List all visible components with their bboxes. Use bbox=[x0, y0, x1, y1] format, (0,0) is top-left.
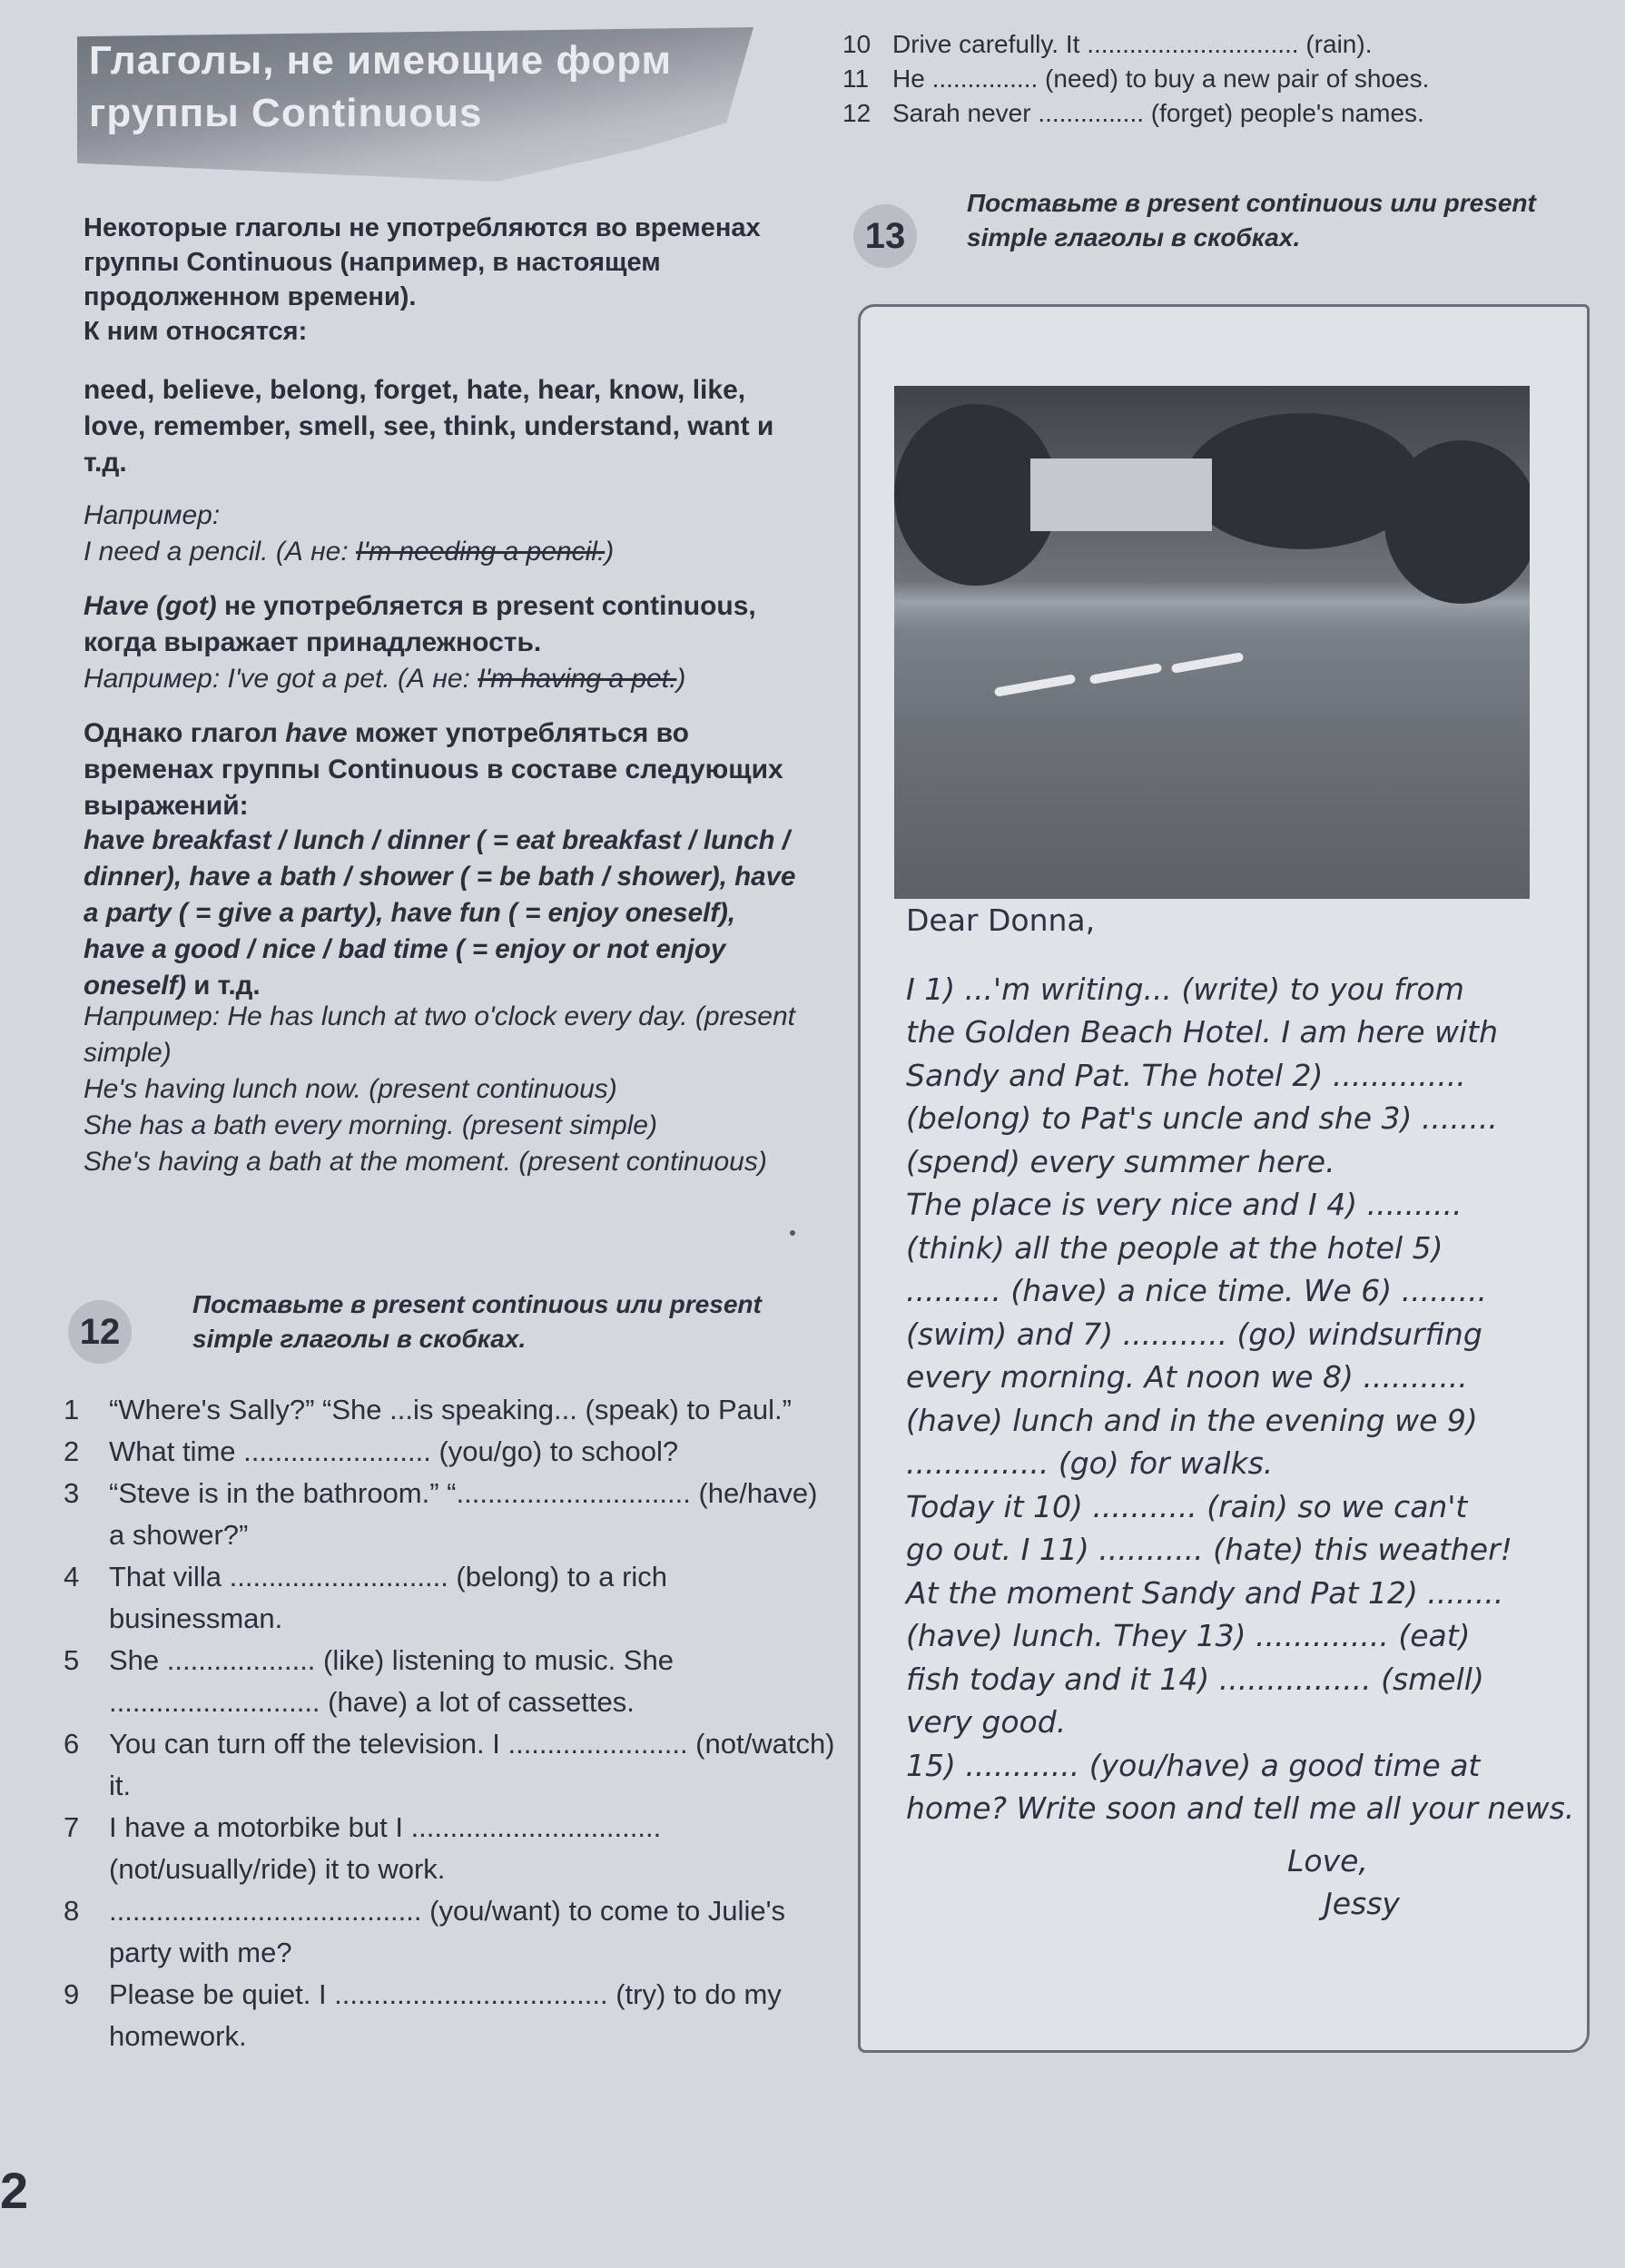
exercise-12-list bbox=[64, 1389, 835, 2057]
item-text: “Where's Sally?” “She ...is speaking... (speak) to Paul.” bbox=[109, 1394, 792, 1425]
list-item bbox=[64, 1890, 835, 1974]
item-number: 10 bbox=[842, 30, 872, 58]
letter-line: home? Write soon and tell me all your news. bbox=[906, 1790, 1575, 1826]
item-text: He ............... (need) to buy a new pair of shoes. bbox=[892, 64, 1430, 93]
item-text: I have a motorbike but I ................................ (not/usually/ride) it to work. bbox=[109, 1811, 662, 1885]
have-expressions-text: have breakfast / lunch / dinner ( = eat breakfast / lunch / dinner), have a bath / shower ( = be bath / shower), have a party ( = give a party), have fun ( = enjoy oneself), have a good / nice / bad time ( = enjoy or not enjoy oneself) bbox=[84, 825, 796, 1001]
item-number: 1 bbox=[64, 1394, 80, 1425]
list-item bbox=[64, 1723, 835, 1807]
list-item bbox=[842, 96, 1551, 131]
list-item bbox=[64, 1640, 835, 1723]
exercise-13-badge: 13 bbox=[853, 204, 917, 268]
have-got-rule bbox=[84, 588, 801, 661]
letter-line: .......... (have) a nice time. We 6) ......... bbox=[906, 1273, 1488, 1308]
have-got-example-close: ) bbox=[676, 664, 686, 694]
item-number: 8 bbox=[64, 1895, 80, 1927]
have-example-4: She's having a bath at the moment. (present continuous) bbox=[84, 1147, 767, 1177]
item-text: What time ........................ (you/go) to school? bbox=[109, 1435, 679, 1467]
item-number: 4 bbox=[64, 1561, 80, 1593]
list-item bbox=[64, 1807, 835, 1890]
letter-line: ............... (go) for walks. bbox=[906, 1445, 1274, 1481]
letter-line: Today it 10) ........... (rain) so we can't bbox=[906, 1488, 1468, 1524]
hotel-building bbox=[1030, 459, 1212, 531]
list-item bbox=[842, 27, 1551, 62]
section-title-line1: Глаголы, не имеющие форм bbox=[89, 38, 673, 83]
have-got-text: не употребляется в present continuous, когда выражает принадлежность. bbox=[84, 591, 756, 657]
list-item bbox=[64, 1473, 835, 1556]
example-close: ) bbox=[605, 537, 615, 567]
have-got-example-strike: I'm having a pet. bbox=[478, 664, 677, 694]
letter-line: (swim) and 7) ........... (go) windsurfing bbox=[906, 1316, 1482, 1352]
have-example-1: Например: He has lunch at two o'clock every day. (present simple) bbox=[84, 1001, 795, 1068]
letter-signature: Jessy bbox=[1324, 1886, 1400, 1921]
letter-line: every morning. At noon we 8) ........... bbox=[906, 1359, 1468, 1395]
verb-list: need, believe, belong, forget, hate, hear, know, like, love, remember, smell, see, think, understand, want и т.д. bbox=[84, 375, 774, 478]
letter-line: very good. bbox=[906, 1704, 1067, 1740]
have-example-3: She has a bath every morning. (present simple) bbox=[84, 1110, 657, 1140]
have-expressions-tail: и т.д. bbox=[186, 971, 261, 1001]
item-number: 7 bbox=[64, 1811, 80, 1843]
letter-line: 15) ............ (you/have) a good time at bbox=[906, 1747, 1481, 1783]
boat-shape bbox=[1089, 663, 1163, 685]
list-item bbox=[64, 1431, 835, 1473]
list-item bbox=[64, 1974, 835, 2057]
item-text: “Steve is in the bathroom.” “.............................. (he/have) a shower?” bbox=[109, 1477, 818, 1551]
item-text: She ................... (like) listening to music. She ........................... (have) a lot of cassettes. bbox=[109, 1644, 674, 1718]
example-text: I need a pencil. (А не: bbox=[84, 537, 357, 567]
letter-line: (belong) to Pat's uncle and she 3) ........ bbox=[906, 1100, 1498, 1136]
have-examples bbox=[84, 999, 801, 1180]
item-number: 5 bbox=[64, 1644, 80, 1676]
letter-line: At the moment Sandy and Pat 12) ........ bbox=[906, 1574, 1504, 1611]
example-sentence bbox=[84, 534, 801, 570]
have-exception-text-a: Однако глагол bbox=[84, 718, 286, 748]
have-expressions bbox=[84, 823, 801, 1004]
have-got-example bbox=[84, 661, 801, 697]
list-item bbox=[64, 1389, 835, 1431]
letter-line: Sandy and Pat. The hotel 2) .............. bbox=[906, 1057, 1466, 1093]
example-strike: I'm needing a pencil. bbox=[356, 537, 606, 567]
letter-line: (think) all the people at the hotel 5) bbox=[906, 1229, 1443, 1266]
example-label: Например: bbox=[84, 500, 221, 530]
item-text: Drive carefully. It .............................. (rain). bbox=[892, 30, 1373, 58]
letter-line: go out. I 11) ........... (hate) this weather! bbox=[906, 1532, 1512, 1567]
letter-text bbox=[906, 899, 1575, 1926]
tree-shape bbox=[1384, 440, 1530, 604]
letter-line: (have) lunch and in the evening we 9) bbox=[906, 1402, 1478, 1438]
item-text: ........................................ (you/want) to come to Julie's party with me? bbox=[109, 1895, 785, 1968]
have-got-term: Have (got) bbox=[84, 591, 217, 621]
item-number: 9 bbox=[64, 1978, 80, 2010]
page-number: 2 bbox=[0, 2162, 29, 2219]
item-number: 3 bbox=[64, 1477, 80, 1509]
pencil-mark bbox=[790, 1230, 795, 1236]
have-exception-text-b: может употребляться во временах группы Continuous в составе следующих выражений: bbox=[84, 718, 783, 821]
item-number: 6 bbox=[64, 1728, 80, 1760]
section-title-line2: группы Continuous bbox=[89, 91, 483, 135]
letter-line: The place is very nice and I 4) .......... bbox=[906, 1187, 1462, 1222]
item-text: That villa ............................ (belong) to a rich businessman. bbox=[109, 1561, 668, 1634]
boat-shape bbox=[994, 674, 1076, 696]
exercise-12-badge: 12 bbox=[68, 1300, 132, 1364]
section-title bbox=[89, 35, 779, 140]
list-item bbox=[842, 62, 1551, 96]
have-example-2: He's having lunch now. (present continuous) bbox=[84, 1074, 617, 1104]
letter-line: (spend) every summer here. bbox=[906, 1143, 1335, 1179]
letter-line: I 1) ...'m writing... (write) to you from bbox=[906, 971, 1464, 1007]
exercise-12-instruction: Поставьте в present continuous или present simple глаголы в скобках. bbox=[192, 1290, 762, 1353]
item-number: 11 bbox=[842, 64, 870, 93]
intro-text: Некоторые глаголы не употребляются во временах группы Continuous (например, в настоящем продолженном времени). bbox=[84, 213, 761, 311]
letter-closing: Love, bbox=[1287, 1842, 1368, 1878]
item-text: Sarah never ............... (forget) people's names. bbox=[892, 99, 1424, 127]
letter-line: (have) lunch. They 13) .............. (eat) bbox=[906, 1618, 1471, 1653]
exercise-12-continued bbox=[842, 27, 1551, 131]
boat-shape bbox=[1171, 652, 1245, 674]
hotel-beach-photo bbox=[894, 386, 1530, 899]
letter-line: fish today and it 14) ................ (smell) bbox=[906, 1661, 1484, 1697]
item-text: Please be quiet. I ................................... (try) to do my homework. bbox=[109, 1978, 782, 2052]
item-text: You can turn off the television. I ....................... (not/watch) it. bbox=[109, 1728, 835, 1801]
intro-text-list-lead: К ним относятся: bbox=[84, 317, 308, 346]
letter-line: the Golden Beach Hotel. I am here with bbox=[906, 1014, 1499, 1050]
have-exception-verb: have bbox=[285, 718, 348, 748]
letter-greeting: Dear Donna, bbox=[906, 902, 1096, 938]
item-number: 12 bbox=[842, 99, 872, 127]
list-item bbox=[64, 1556, 835, 1640]
have-exception-rule bbox=[84, 715, 801, 824]
exercise-13-instruction: Поставьте в present continuous или present simple глаголы в скобках. bbox=[967, 189, 1536, 251]
intro-paragraph bbox=[84, 211, 792, 349]
item-number: 2 bbox=[64, 1435, 80, 1467]
have-got-example-text: Например: I've got a pet. (А не: bbox=[84, 664, 478, 694]
